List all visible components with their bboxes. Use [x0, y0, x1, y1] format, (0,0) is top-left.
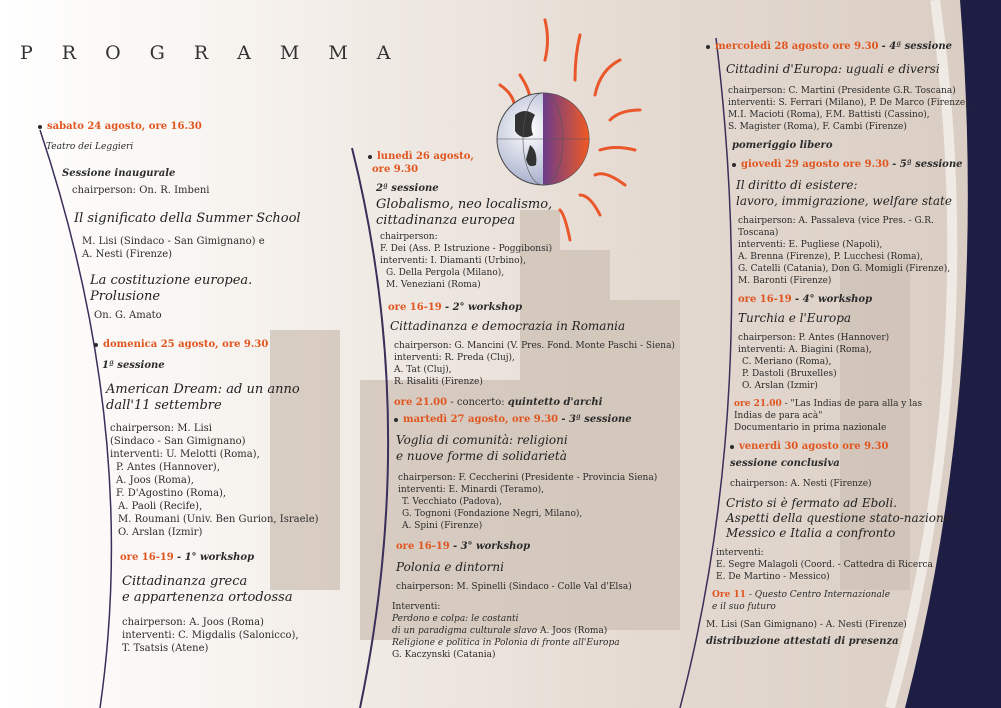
participant: interventi: C. Migdalis (Salonicco), [122, 630, 299, 641]
participant: G. Tognoni (Fondazione Negri, Milano), [402, 509, 583, 519]
participant: E. Segre Malagoli (Coord. - Cattedra di Ricerca [716, 560, 933, 570]
participant: M. Roumani (Univ. Ben Gurion, Israele) [118, 514, 319, 525]
participant: G. Della Pergola (Milano), [386, 268, 505, 278]
participant: T. Tsatsis (Atene) [122, 643, 209, 654]
participants [738, 215, 976, 287]
participant: chairperson: C. Martini (Presidente G.R. Toscana) [728, 86, 956, 96]
talk-title-line: Messico e Italia a confronto [726, 526, 896, 540]
workshop-label: - 4° workshop [794, 294, 873, 305]
talk-title: Cittadinanza e democrazia in Romania [390, 319, 626, 333]
concert-title: quintetto d'archi [507, 397, 603, 408]
participant: M.I. Macioti (Roma), F.M. Battisti (Cassino), [728, 110, 930, 120]
column-3 [706, 40, 976, 648]
talk-title: American Dream: ad un anno [106, 382, 300, 397]
chairperson: chairperson: A. Nesti (Firenze) [730, 479, 872, 489]
participant: interventi: [716, 548, 764, 558]
participants [716, 547, 976, 583]
column-2 [368, 150, 688, 661]
day-heading: martedì 27 agosto, ore 9.30 [403, 414, 559, 425]
participant: interventi: U. Melotti (Roma), [110, 449, 260, 460]
day-thursday [732, 158, 976, 171]
participant: M. Baronti (Firenze) [738, 276, 832, 286]
chairperson: chairperson: On. R. Imbeni [72, 185, 210, 196]
day-tuesday [394, 413, 688, 426]
talk-title-line: Voglia di comunità: religioni [396, 433, 568, 447]
time: ore 16-19 [738, 294, 792, 305]
film-title: - "Las Indias de para alla y las [781, 399, 923, 409]
intervention [392, 625, 688, 637]
talk-title [376, 197, 688, 229]
speaker: G. Kaczynski (Catania) [392, 650, 496, 660]
workshop-label: - 1° workshop [176, 552, 255, 563]
participant: interventi: A. Biagini (Roma), [738, 345, 872, 355]
closing-talk [712, 589, 976, 613]
venue: Teatro dei Leggieri [46, 142, 134, 152]
talk-title: Cittadinanza greca [122, 574, 248, 589]
closing-note: distribuzione attestati di presenza [706, 636, 899, 647]
intervention: Perdono e colpa: le costanti [392, 614, 519, 624]
day-saturday [38, 120, 338, 133]
time: ore 21.00 [734, 399, 782, 409]
chairperson: chairperson: M. Spinelli (Sindaco - Colle Val d'Elsa) [396, 582, 632, 592]
interventions-label: Interventi: [392, 602, 441, 612]
participants [122, 616, 338, 655]
day-monday [368, 150, 688, 163]
intervention-title: di un paradigma culturale slavo [392, 626, 538, 636]
participant: chairperson: F. Ceccherini (Presidente - Provincia Siena) [398, 473, 658, 483]
day-heading: sabato 24 agosto, ore 16.30 [47, 121, 202, 132]
talk-title [736, 177, 976, 209]
participants [110, 422, 338, 539]
talk-title [726, 496, 976, 541]
participant: F. Dei (Ass. P. Istruzione - Poggibonsi) [380, 244, 553, 254]
participants [398, 472, 688, 532]
participant: S. Magister (Roma), F. Cambi (Firenze) [728, 122, 907, 132]
talk-title: La costituzione europea. [90, 273, 253, 288]
participant: interventi: E. Minardi (Teramo), [398, 485, 544, 495]
talk-title-line: lavoro, immigrazione, welfare state [736, 194, 952, 208]
talk-title: e il suo futuro [712, 602, 776, 612]
participant: chairperson: A. Passaleva (vice Pres. - G.R. Toscana) [738, 216, 934, 238]
talk-title: Cittadini d'Europa: uguali e diversi [726, 62, 940, 76]
concert [394, 396, 688, 409]
day-sunday [94, 338, 338, 351]
speaker: M. Lisi (San Gimignano) - A. Nesti (Firenze) [706, 620, 907, 630]
participant: chairperson: M. Lisi [110, 423, 212, 434]
talk-title-line: Globalismo, neo localismo, [376, 197, 553, 212]
time: ore 21.00 [394, 397, 448, 408]
participants [728, 85, 976, 133]
participants [380, 231, 688, 291]
participant: chairperson: A. Joos (Roma) [122, 617, 264, 628]
talk-title-line: Il diritto di esistere: [736, 178, 858, 192]
talk-title: Polonia e dintorni [396, 560, 504, 574]
day-heading: mercoledì 28 agosto ore 9.30 [715, 41, 879, 52]
talk-title: Turchia e l'Europa [738, 311, 852, 325]
intervention: Religione e politica in Polonia di fronte all'Europa [392, 638, 620, 648]
talk-title: - Questo Centro Internazionale [745, 590, 891, 600]
participant: A. Tat (Cluj), [394, 365, 452, 375]
day-heading: lunedì 26 agosto, [377, 151, 474, 162]
day-heading: domenica 25 agosto, ore 9.30 [103, 339, 269, 350]
speaker: M. Lisi (Sindaco - San Gimignano) e [82, 236, 265, 247]
session-label: - 4ª sessione [881, 41, 952, 52]
participant: chairperson: [380, 232, 438, 242]
session-label: - 5ª sessione [892, 159, 963, 170]
workshop-2 [388, 301, 688, 314]
time: Ore 11 [712, 590, 746, 600]
participant: M. Veneziani (Roma) [386, 280, 481, 290]
participant: A. Paoli (Recife), [118, 501, 203, 512]
participant: (Sindaco - San Gimignano) [110, 436, 246, 447]
participant: A. Joos (Roma), [116, 475, 194, 486]
workshop-label: - 3° workshop [452, 541, 531, 552]
time: ore 16-19 [120, 552, 174, 563]
speaker: A. Nesti (Firenze) [82, 249, 173, 260]
participant: P. Dastoli (Bruxelles) [742, 369, 837, 379]
talk-title: e appartenenza ortodossa [122, 590, 293, 605]
talk-title-line: Cristo si è fermato ad Eboli. [726, 496, 897, 510]
time: ore 16-19 [396, 541, 450, 552]
session-label: - 3ª sessione [561, 414, 632, 425]
column-1 [38, 120, 338, 655]
participant: A. Spini (Firenze) [402, 521, 483, 531]
speaker: A. Joos (Roma) [540, 626, 608, 636]
session-label: 1ª sessione [102, 360, 165, 371]
participants [738, 332, 976, 392]
talk-title [396, 432, 688, 464]
workshop-3 [396, 540, 688, 553]
session-label: sessione conclusiva [730, 458, 840, 469]
participant: R. Risaliti (Firenze) [394, 377, 483, 387]
time: ore 16-19 [388, 302, 442, 313]
participant: F. D'Agostino (Roma), [116, 488, 227, 499]
participant: T. Vecchiato (Padova), [402, 497, 502, 507]
film-note: Documentario in prima nazionale [734, 423, 887, 433]
talk-title: Prolusione [90, 289, 161, 304]
participants [394, 340, 688, 388]
participant: chairperson: P. Antes (Hannover) [738, 333, 890, 343]
session-label: Sessione inaugurale [62, 168, 176, 179]
participant: P. Antes (Hannover), [116, 462, 220, 473]
talk-title: dall'11 settembre [106, 398, 222, 413]
workshop-1 [120, 551, 338, 564]
participant: A. Brenna (Firenze), P. Lucchesi (Roma), [738, 252, 923, 262]
participant: interventi: R. Preda (Cluj), [394, 353, 515, 363]
page-title: PROGRAMMA [20, 42, 420, 64]
day-friday [730, 440, 976, 453]
participant: E. De Martino - Messico) [716, 572, 830, 582]
talk-title-line: Aspetti della questione stato-nazione: [726, 511, 955, 525]
talk-title-line: cittadinanza europea [376, 213, 516, 228]
participant: interventi: S. Ferrari (Milano), P. De Marco (Firenze), [728, 98, 972, 108]
workshop-4 [738, 293, 976, 306]
speaker: On. G. Amato [94, 310, 162, 321]
concert-label: - concerto: [447, 397, 508, 408]
day-heading: giovedì 29 agosto ore 9.30 [741, 159, 889, 170]
participant: O. Arslan (Izmir) [742, 381, 818, 391]
workshop-label: - 2° workshop [444, 302, 523, 313]
session-label: 2ª sessione [376, 183, 439, 194]
day-time: ore 9.30 [372, 164, 419, 175]
participant: O. Arslan (Izmir) [118, 527, 203, 538]
day-heading: venerdì 30 agosto ore 9.30 [739, 441, 889, 452]
film-title: Indias de para acà" [734, 411, 823, 421]
participant: interventi: I. Diamanti (Urbino), [380, 256, 526, 266]
talk-title-line: e nuove forme di solidarietà [396, 449, 567, 463]
participant: G. Catelli (Catania), Don G. Momigli (Firenze), [738, 264, 951, 274]
talk-title: Il significato della Summer School [74, 211, 301, 226]
day-wednesday [706, 40, 976, 53]
participant: interventi: E. Pugliese (Napoli), [738, 240, 883, 250]
film-screening [734, 398, 976, 434]
participant: C. Meriano (Roma), [742, 357, 832, 367]
participant: chairperson: G. Mancini (V. Pres. Fond. Monte Paschi - Siena) [394, 341, 675, 351]
free-afternoon: pomeriggio libero [732, 140, 833, 151]
